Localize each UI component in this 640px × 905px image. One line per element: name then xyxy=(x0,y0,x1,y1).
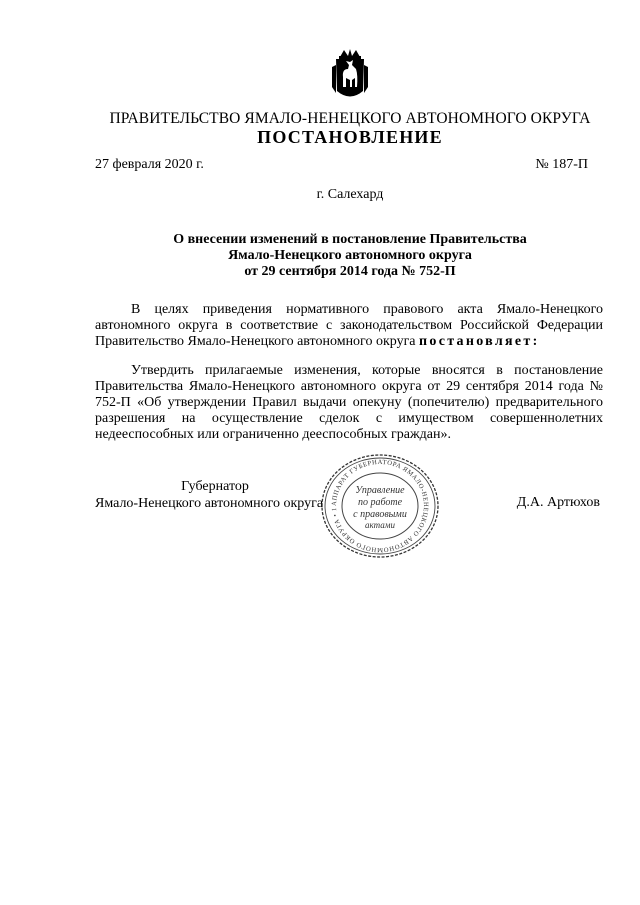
stamp-center-line: с правовыми xyxy=(353,509,407,520)
subject-line: Ямало-Ненецкого автономного округа xyxy=(228,248,472,263)
signer-name: Д.А. Артюхов xyxy=(516,495,600,510)
coat-of-arms-emblem xyxy=(326,47,374,105)
stamp-center-line: по работе xyxy=(357,497,403,508)
subject-line: О внесении изменений в постановление Правительства xyxy=(173,232,527,247)
signer-position: Губернатор xyxy=(181,479,249,494)
document-date: 27 февраля 2020 г. xyxy=(95,157,204,172)
stamp-ring-text: АППАРАТ ГУБЕРНАТОРА ЯМАЛО-НЕНЕЦКОГО АВТОНОМНОГО ОКРУГА • 1 xyxy=(330,458,430,554)
document-number: № 187-П xyxy=(535,157,588,172)
resolution-paragraph: Утвердить прилагаемые изменения, которые вносятся в постановление Правительства Ямало-Ненецкого автономного округа от 29 сентября 2014 года № 752-П «Об утверждении Правил выдачи опекуну (попечителю) предварительного разрешения на осуществление сделок с имуществом совершеннолетних недееспособных или ограниченно дееспособных граждан». xyxy=(95,363,603,442)
official-stamp xyxy=(318,452,442,560)
signer-region: Ямало-Ненецкого автономного округа xyxy=(95,496,324,511)
subject-line: от 29 сентября 2014 года № 752-П xyxy=(244,264,456,279)
government-name: ПРАВИТЕЛЬСТВО ЯМАЛО-НЕНЕЦКОГО АВТОНОМНОГО ОКРУГА xyxy=(109,110,591,127)
document-city: г. Салехард xyxy=(316,187,384,202)
stamp-center-line: Управление xyxy=(355,485,405,496)
document-type: ПОСТАНОВЛЕНИЕ xyxy=(257,127,443,147)
preamble-text: В целях приведения нормативного правового акта Ямало-Ненецкого автономного округа в соответствие с законодательством Российской Федерации Правительство Ямало-Ненецкого автономного округа xyxy=(95,302,603,349)
signer-title xyxy=(95,478,335,512)
preamble-paragraph xyxy=(95,302,603,350)
decree-word: постановляет: xyxy=(419,334,540,349)
stamp-center-line: актами xyxy=(365,520,395,530)
document-subject xyxy=(0,232,640,280)
